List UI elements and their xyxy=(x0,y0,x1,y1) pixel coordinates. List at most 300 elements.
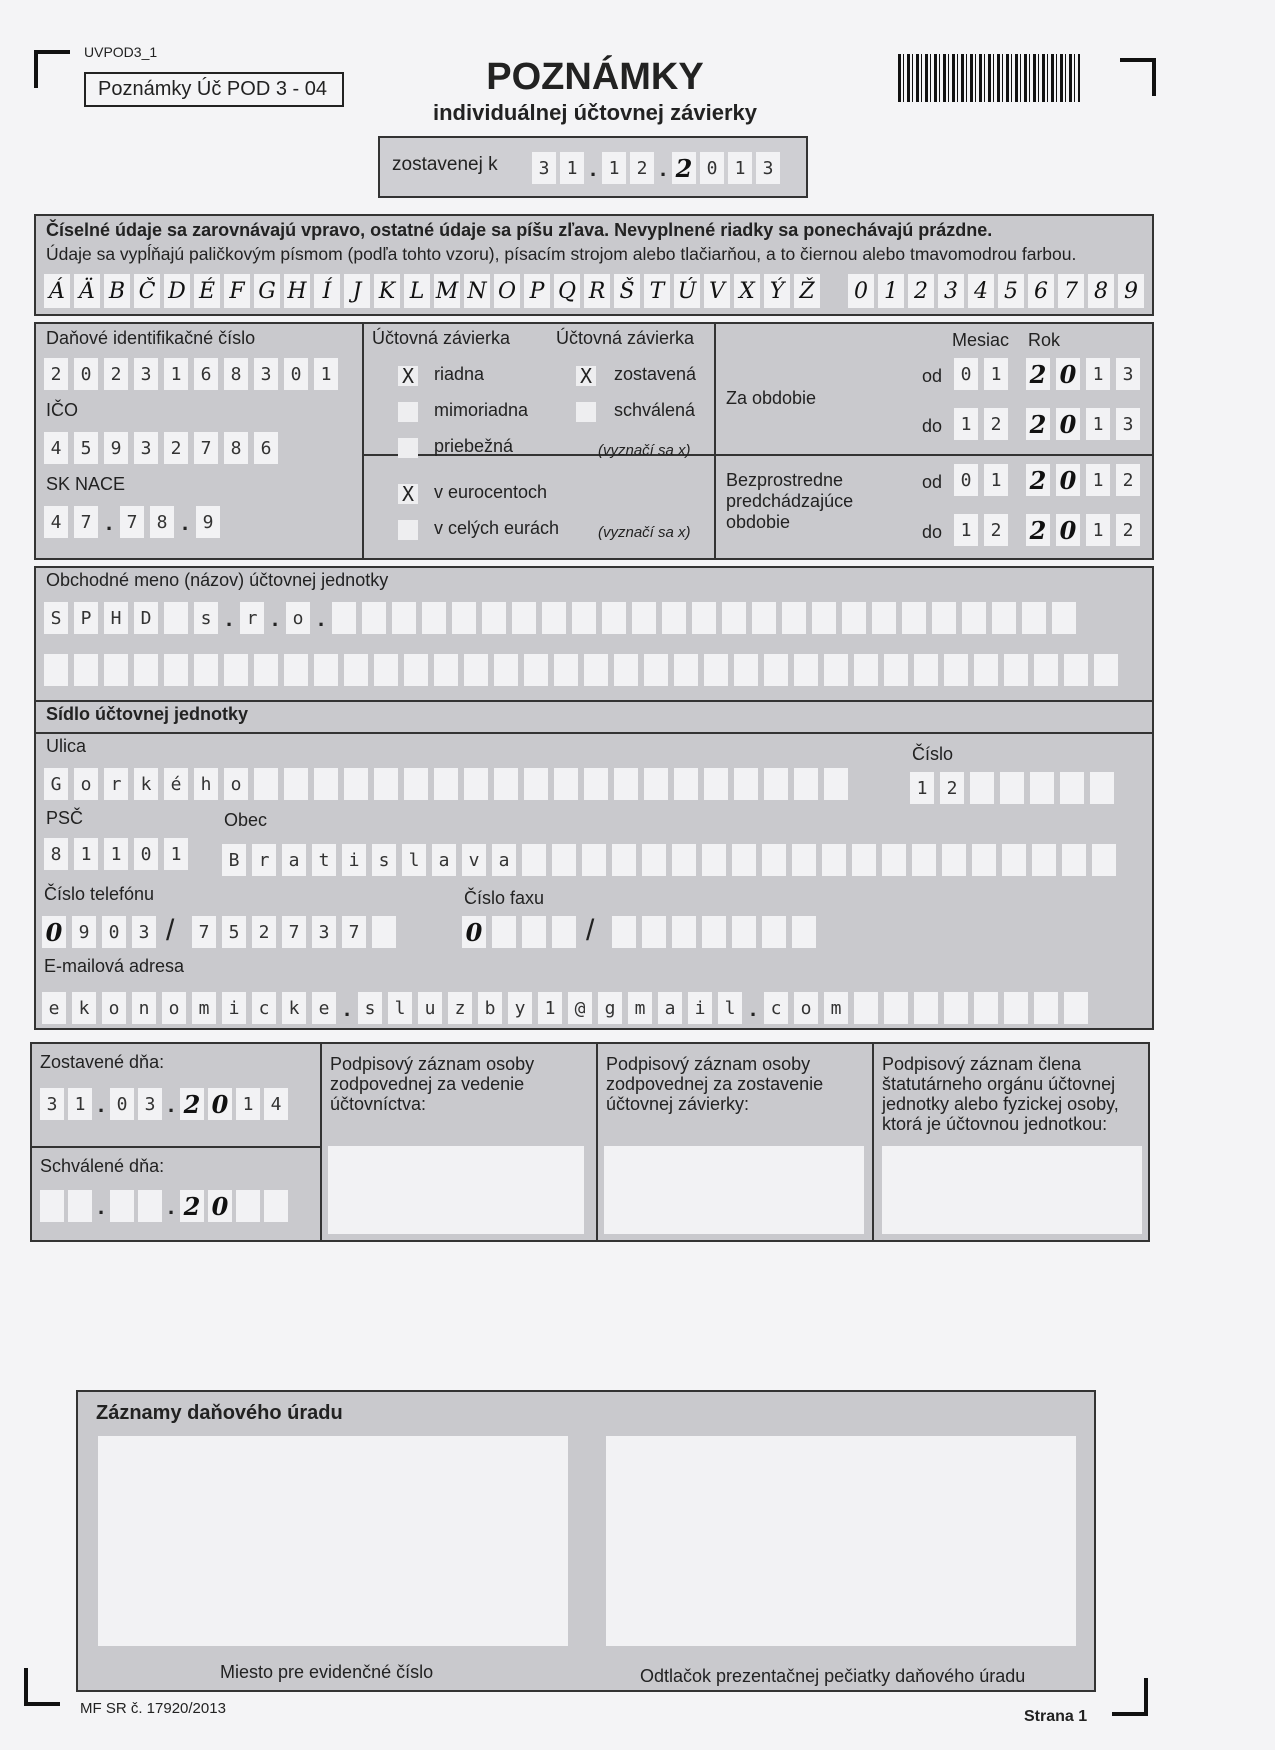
char-cell: 0 xyxy=(1056,514,1080,546)
char-cell: m xyxy=(628,992,652,1024)
char-cell: 7 xyxy=(192,916,216,948)
compiled-date-cells[interactable] xyxy=(532,152,780,184)
char-cell: 2 xyxy=(164,432,188,464)
char-cell xyxy=(642,844,666,876)
year-label: Rok xyxy=(1028,330,1061,350)
char-cell: 0 xyxy=(102,916,126,948)
char-cell xyxy=(732,844,756,876)
char-cell xyxy=(672,916,696,948)
char-cell: l xyxy=(718,992,742,1024)
street-cells[interactable] xyxy=(44,768,848,800)
char-cell xyxy=(674,768,698,800)
char-cell: 3 xyxy=(756,152,780,184)
sig3-box[interactable] xyxy=(882,1146,1142,1234)
char-cell: m xyxy=(824,992,848,1024)
char-cell: u xyxy=(418,992,442,1024)
char-cell xyxy=(704,654,728,686)
char-cell xyxy=(644,654,668,686)
compiled-date-label: Zostavené dňa: xyxy=(40,1052,165,1072)
char-cell: 5 xyxy=(74,432,98,464)
char-cell xyxy=(884,992,908,1024)
separator-dot: . xyxy=(181,510,189,535)
char-cell: r xyxy=(252,844,276,876)
sample-digits xyxy=(848,274,1144,308)
euro-label: v celých eurách xyxy=(434,518,560,538)
sample-glyph: J xyxy=(344,274,370,308)
priebezna-checkbox[interactable] xyxy=(398,438,418,458)
eurocent-label: v eurocentoch xyxy=(434,482,548,502)
char-cell: 1 xyxy=(984,464,1008,496)
char-cell: k xyxy=(282,992,306,1024)
char-cell: r xyxy=(240,602,264,634)
sig2-box[interactable] xyxy=(604,1146,864,1234)
char-cell xyxy=(702,844,726,876)
char-cell: 7 xyxy=(342,916,366,948)
char-cell xyxy=(524,768,548,800)
char-cell xyxy=(642,916,666,948)
char-cell: 3 xyxy=(254,358,278,390)
char-cell xyxy=(264,1190,288,1222)
seat-label: Sídlo účtovnej jednotky xyxy=(46,704,249,724)
char-cell: m xyxy=(192,992,216,1024)
char-cell: h xyxy=(194,768,218,800)
tax-office-panel xyxy=(76,1390,1096,1692)
char-cell xyxy=(1004,654,1028,686)
compiled-label: zostavenej k xyxy=(392,154,498,175)
char-cell: 7 xyxy=(120,506,144,538)
char-cell: o xyxy=(224,768,248,800)
char-cell xyxy=(852,844,876,876)
char-cell xyxy=(344,768,368,800)
zostavena-checkbox[interactable]: X xyxy=(576,366,596,386)
char-cell: b xyxy=(478,992,502,1024)
char-cell xyxy=(1092,844,1116,876)
char-cell: i xyxy=(222,992,246,1024)
sample-glyph: N xyxy=(464,274,490,308)
char-cell: 6 xyxy=(194,358,218,390)
char-cell xyxy=(554,768,578,800)
char-cell xyxy=(882,844,906,876)
char-cell xyxy=(392,602,416,634)
char-cell xyxy=(138,1190,162,1222)
char-cell xyxy=(1034,654,1058,686)
sample-glyph: P xyxy=(524,274,550,308)
sample-glyph: L xyxy=(404,274,430,308)
char-cell xyxy=(582,844,606,876)
char-cell: 2 xyxy=(252,916,276,948)
char-cell xyxy=(942,844,966,876)
char-cell xyxy=(704,768,728,800)
phone-cells[interactable] xyxy=(192,916,396,948)
sample-glyph: T xyxy=(644,274,670,308)
eurocent-checkbox[interactable]: X xyxy=(398,484,418,504)
char-cell: 3 xyxy=(532,152,556,184)
char-cell xyxy=(314,768,338,800)
char-cell: 2 xyxy=(984,514,1008,546)
char-cell: 2 xyxy=(630,152,654,184)
separator-dot: . xyxy=(271,606,279,631)
char-cell xyxy=(40,1190,64,1222)
char-cell xyxy=(824,768,848,800)
char-cell xyxy=(44,654,68,686)
prev-to-year[interactable] xyxy=(1026,514,1140,546)
separator-dot: . xyxy=(97,1092,105,1117)
sample-glyph: K xyxy=(374,274,400,308)
char-cell xyxy=(164,654,188,686)
char-cell xyxy=(944,654,968,686)
instructions-panel xyxy=(34,214,1154,316)
char-cell xyxy=(614,768,638,800)
char-cell xyxy=(542,602,566,634)
char-cell: 1 xyxy=(954,514,978,546)
char-cell: n xyxy=(132,992,156,1024)
entity-panel xyxy=(34,566,1154,1030)
separator-dot: . xyxy=(97,1194,105,1219)
char-cell: r xyxy=(104,768,128,800)
char-cell xyxy=(812,602,836,634)
char-cell: 0 xyxy=(42,916,66,948)
char-cell xyxy=(572,602,596,634)
char-cell: 1 xyxy=(164,358,188,390)
barcode xyxy=(898,54,1080,102)
char-cell xyxy=(194,654,218,686)
char-cell xyxy=(284,768,308,800)
riadna-label: riadna xyxy=(434,364,485,384)
riadna-checkbox[interactable]: X xyxy=(398,366,418,386)
fax-prefix-cells[interactable] xyxy=(462,916,576,948)
char-cell xyxy=(74,654,98,686)
fax-slash: / xyxy=(586,914,595,947)
char-cell xyxy=(970,772,994,804)
fax-label: Číslo faxu xyxy=(464,888,545,908)
char-cell: a xyxy=(492,844,516,876)
char-cell: 0 xyxy=(1056,464,1080,496)
char-cell: 5 xyxy=(222,916,246,948)
zostavena-label: zostavená xyxy=(614,364,697,384)
statement-type-label: Účtovná závierka xyxy=(372,328,511,348)
char-cell xyxy=(1062,844,1086,876)
month-label: Mesiac xyxy=(952,330,1010,350)
sample-glyph: Á xyxy=(44,274,70,308)
prev-from-year[interactable] xyxy=(1026,464,1140,496)
char-cell xyxy=(1064,654,1088,686)
char-cell xyxy=(762,844,786,876)
char-cell xyxy=(732,916,756,948)
evidence-number-box[interactable] xyxy=(98,1436,568,1646)
euro-checkbox[interactable] xyxy=(398,520,418,540)
char-cell: a xyxy=(432,844,456,876)
char-cell xyxy=(422,602,446,634)
char-cell: l xyxy=(402,844,426,876)
sample-letters xyxy=(44,274,820,308)
char-cell xyxy=(792,844,816,876)
char-cell xyxy=(914,992,938,1024)
page-number: Strana 1 xyxy=(1024,1708,1088,1725)
char-cell xyxy=(974,654,998,686)
char-cell: 9 xyxy=(72,916,96,948)
od-label: od xyxy=(922,366,943,386)
sig2-label: Podpisový záznam osoby zodpovednej za zostavenie účtovnej závierky: xyxy=(606,1054,824,1114)
char-cell: 0 xyxy=(134,838,158,870)
psc-label: PSČ xyxy=(46,808,84,828)
sample-glyph: É xyxy=(194,274,220,308)
char-cell xyxy=(404,654,428,686)
cur-from-month[interactable] xyxy=(954,358,1008,390)
char-cell xyxy=(524,654,548,686)
char-cell xyxy=(492,916,516,948)
email-cells[interactable] xyxy=(42,992,1088,1024)
char-cell: 3 xyxy=(134,358,158,390)
mark-hint-2: (vyznačí sa x) xyxy=(598,524,691,541)
char-cell: 8 xyxy=(44,838,68,870)
char-cell xyxy=(404,768,428,800)
cur-from-year[interactable] xyxy=(1026,358,1140,390)
char-cell xyxy=(464,654,488,686)
char-cell xyxy=(1034,992,1058,1024)
char-cell xyxy=(224,654,248,686)
tax-office-title: Záznamy daňového úradu xyxy=(96,1402,343,1424)
approved-date-label: Schválené dňa: xyxy=(40,1156,165,1176)
char-cell xyxy=(1094,654,1118,686)
cur-to-month[interactable] xyxy=(954,408,1008,440)
fax-cells[interactable] xyxy=(612,916,816,948)
form-name-box: Poznámky Úč POD 3 - 04 xyxy=(84,72,344,107)
do-label-2: do xyxy=(922,522,943,542)
char-cell: 8 xyxy=(224,432,248,464)
char-cell xyxy=(374,768,398,800)
char-cell xyxy=(854,992,878,1024)
char-cell: 1 xyxy=(560,152,584,184)
phone-slash: / xyxy=(166,914,175,947)
char-cell: t xyxy=(312,844,336,876)
separator-dot: . xyxy=(317,606,325,631)
char-cell xyxy=(782,602,806,634)
char-cell: 1 xyxy=(910,772,934,804)
name-cells-row2[interactable] xyxy=(44,654,1118,686)
phone-prefix-cells[interactable] xyxy=(42,916,156,948)
char-cell: e xyxy=(42,992,66,1024)
char-cell: 1 xyxy=(236,1088,260,1120)
char-cell xyxy=(612,844,636,876)
char-cell: i xyxy=(342,844,366,876)
sample-glyph: Q xyxy=(554,274,580,308)
sample-glyph: 6 xyxy=(1028,274,1054,308)
char-cell xyxy=(68,1190,92,1222)
od-label-2: od xyxy=(922,472,943,492)
sig1-label: Podpisový záznam osoby zodpovednej za vedenie účtovníctva: xyxy=(330,1054,535,1114)
sample-glyph: 2 xyxy=(908,274,934,308)
char-cell: a xyxy=(282,844,306,876)
char-cell: z xyxy=(448,992,472,1024)
instruction-line-1: Číselné údaje sa zarovnávajú vpravo, ostatné údaje sa píšu zľava. Nevyplnené riadky sa ponechávajú prázdne. xyxy=(46,220,993,240)
char-cell xyxy=(614,654,638,686)
char-cell: 6 xyxy=(254,432,278,464)
char-cell: H xyxy=(104,602,128,634)
prev-to-month[interactable] xyxy=(954,514,1008,546)
char-cell xyxy=(854,654,878,686)
char-cell xyxy=(452,602,476,634)
char-cell xyxy=(236,1190,260,1222)
separator-dot: . xyxy=(225,606,233,631)
char-cell xyxy=(134,654,158,686)
char-cell xyxy=(584,654,608,686)
city-cells[interactable] xyxy=(222,844,1116,876)
ico-cells[interactable] xyxy=(44,432,278,464)
char-cell: g xyxy=(598,992,622,1024)
char-cell: 0 xyxy=(954,464,978,496)
char-cell xyxy=(764,654,788,686)
char-cell: a xyxy=(658,992,682,1024)
char-cell xyxy=(464,768,488,800)
signatures-panel xyxy=(30,1042,1150,1242)
psc-cells[interactable] xyxy=(44,838,188,870)
char-cell: 3 xyxy=(138,1088,162,1120)
char-cell: c xyxy=(764,992,788,1024)
sample-glyph: D xyxy=(164,274,190,308)
char-cell: 4 xyxy=(264,1088,288,1120)
schvalena-label: schválená xyxy=(614,400,696,420)
char-cell xyxy=(944,992,968,1024)
char-cell: 0 xyxy=(208,1088,232,1120)
stamp-label: Odtlačok prezentačnej pečiatky daňového úradu xyxy=(640,1666,1026,1686)
schvalena-checkbox[interactable] xyxy=(576,402,596,422)
char-cell xyxy=(554,654,578,686)
sample-glyph: Š xyxy=(614,274,640,308)
evidence-number-label: Miesto pre evidenčné číslo xyxy=(220,1662,434,1682)
dic-cells[interactable] xyxy=(44,358,338,390)
char-cell xyxy=(1032,844,1056,876)
char-cell: 2 xyxy=(1026,358,1050,390)
compiled-date-box xyxy=(378,136,808,198)
name-cells[interactable] xyxy=(44,602,1076,634)
char-cell: 8 xyxy=(224,358,248,390)
char-cell xyxy=(794,654,818,686)
dic-label: Daňové identifikačné číslo xyxy=(46,328,256,348)
char-cell xyxy=(792,916,816,948)
char-cell xyxy=(522,844,546,876)
corner-mark-top-right xyxy=(1120,58,1156,96)
stamp-box[interactable] xyxy=(606,1436,1076,1646)
sample-glyph: H xyxy=(284,274,310,308)
sig1-box[interactable] xyxy=(328,1146,584,1234)
char-cell: 1 xyxy=(954,408,978,440)
char-cell xyxy=(1022,602,1046,634)
sample-glyph: 1 xyxy=(878,274,904,308)
char-cell: 1 xyxy=(728,152,752,184)
sample-glyph: 8 xyxy=(1088,274,1114,308)
char-cell xyxy=(972,844,996,876)
char-cell: 4 xyxy=(44,506,68,538)
sample-glyph: F xyxy=(224,274,250,308)
char-cell xyxy=(692,602,716,634)
nace-label: SK NACE xyxy=(46,474,126,494)
char-cell: v xyxy=(462,844,486,876)
cur-to-year[interactable] xyxy=(1026,408,1140,440)
sample-glyph: Ž xyxy=(794,274,820,308)
corner-mark-top-left xyxy=(34,50,70,88)
separator-dot: . xyxy=(167,1194,175,1219)
char-cell: G xyxy=(44,768,68,800)
compiled-sign-date[interactable] xyxy=(40,1088,288,1120)
char-cell xyxy=(884,654,908,686)
char-cell: s xyxy=(194,602,218,634)
char-cell xyxy=(552,916,576,948)
char-cell: s xyxy=(358,992,382,1024)
char-cell xyxy=(644,768,668,800)
sample-glyph: Ý xyxy=(764,274,790,308)
char-cell: 1 xyxy=(1086,464,1110,496)
char-cell xyxy=(1002,844,1026,876)
instruction-line-2: Údaje sa vypĺňajú paličkovým písmom (podľa tohto vzoru), písacím strojom alebo tlačiarňou, a to čiernou alebo tmavomodrou farbou. xyxy=(46,244,1077,264)
char-cell xyxy=(822,844,846,876)
char-cell: o xyxy=(162,992,186,1024)
mimoriadna-checkbox[interactable] xyxy=(398,402,418,422)
sample-glyph: G xyxy=(254,274,280,308)
corner-mark-bottom-right xyxy=(1112,1678,1148,1716)
separator-dot: . xyxy=(105,510,113,535)
char-cell xyxy=(914,654,938,686)
char-cell xyxy=(1064,992,1088,1024)
char-cell xyxy=(522,916,546,948)
char-cell xyxy=(992,602,1016,634)
footer-reference: MF SR č. 17920/2013 xyxy=(80,1700,226,1717)
current-period-label: Za obdobie xyxy=(726,388,817,408)
sample-glyph: Í xyxy=(314,274,340,308)
sample-glyph: Ä xyxy=(74,274,100,308)
char-cell: 0 xyxy=(1056,358,1080,390)
char-cell: e xyxy=(312,992,336,1024)
approved-sign-date[interactable] xyxy=(40,1190,288,1222)
char-cell xyxy=(734,768,758,800)
sample-glyph: R xyxy=(584,274,610,308)
char-cell: 2 xyxy=(1026,408,1050,440)
char-cell: 2 xyxy=(940,772,964,804)
char-cell: 7 xyxy=(194,432,218,464)
char-cell: 1 xyxy=(1086,358,1110,390)
char-cell: y xyxy=(508,992,532,1024)
char-cell: 1 xyxy=(1086,408,1110,440)
char-cell: 8 xyxy=(150,506,174,538)
char-cell: 1 xyxy=(984,358,1008,390)
number-label: Číslo xyxy=(912,744,954,764)
char-cell: 0 xyxy=(110,1088,134,1120)
char-cell xyxy=(722,602,746,634)
nace-cells[interactable] xyxy=(44,506,220,538)
char-cell: o xyxy=(74,768,98,800)
char-cell: 1 xyxy=(68,1088,92,1120)
name-label: Obchodné meno (názov) účtovnej jednotky xyxy=(46,570,389,590)
char-cell: 2 xyxy=(1116,514,1140,546)
char-cell xyxy=(872,602,896,634)
char-cell: 0 xyxy=(1056,408,1080,440)
sample-glyph: X xyxy=(734,274,760,308)
priebezna-label: priebežná xyxy=(434,436,514,456)
char-cell xyxy=(672,844,696,876)
char-cell: 3 xyxy=(1116,408,1140,440)
char-cell xyxy=(374,654,398,686)
prev-period-label: Bezprostredne predchádzajúce obdobie xyxy=(726,470,854,532)
char-cell: P xyxy=(74,602,98,634)
char-cell: 1 xyxy=(164,838,188,870)
number-cells[interactable] xyxy=(910,772,1114,804)
prev-from-month[interactable] xyxy=(954,464,1008,496)
sample-glyph: 5 xyxy=(998,274,1024,308)
char-cell xyxy=(164,602,188,634)
char-cell: l xyxy=(388,992,412,1024)
sig3-label: Podpisový záznam člena štatutárneho orgánu účtovnej jednotky alebo fyzickej osoby, ktorá je účtovnou jednotkou: xyxy=(882,1054,1119,1134)
char-cell: 2 xyxy=(44,358,68,390)
char-cell: 2 xyxy=(180,1088,204,1120)
